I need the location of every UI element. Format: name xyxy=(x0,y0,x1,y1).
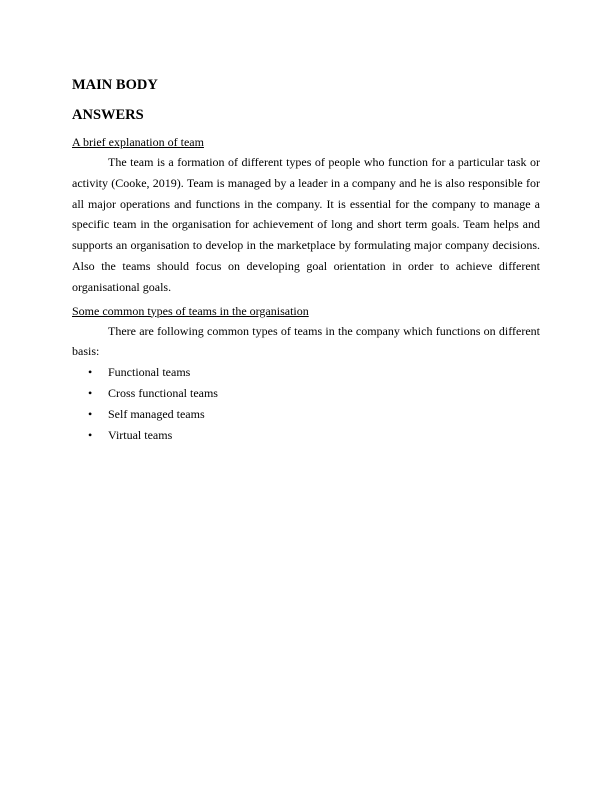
section-team-explanation xyxy=(72,135,540,298)
list-item xyxy=(72,425,540,446)
list-item xyxy=(72,404,540,425)
answers-heading: ANSWERS xyxy=(72,107,144,123)
list-item-label: Self managed teams xyxy=(108,406,205,421)
section-title-team-types: Some common types of teams in the organisation xyxy=(72,303,309,318)
list-item xyxy=(72,383,540,404)
team-types-list xyxy=(72,362,540,445)
section-team-types xyxy=(72,304,540,446)
list-item-label: Virtual teams xyxy=(108,427,173,442)
section-title-team-explanation: A brief explanation of team xyxy=(72,135,204,149)
team-types-paragraph: There are following common types of teams in the company which functions on different basis: xyxy=(72,323,540,359)
document-page xyxy=(72,76,540,445)
bullet-icon: • xyxy=(88,427,93,442)
list-item-label: Functional teams xyxy=(108,365,191,380)
main-body-heading: MAIN BODY xyxy=(72,77,158,93)
bullet-icon: • xyxy=(88,406,93,421)
list-item xyxy=(72,362,540,383)
bullet-icon: • xyxy=(88,365,93,380)
bullet-icon: • xyxy=(88,385,93,400)
team-explanation-paragraph: The team is a formation of different types of people who function for a particular task or activity (Cooke, 2019). Team is managed by a leader in a company and he is also responsible for all major operations and functions in the company. It is essential for the company to manage a specific team in the organisation for achievement of long and short term goals. Team helps and supports an organisation to develop in the marketplace by formulating major company decisions. Also the teams should focus on developing goal orientation in order to achieve different organisational goals. xyxy=(72,155,540,294)
list-item-label: Cross functional teams xyxy=(108,385,218,400)
